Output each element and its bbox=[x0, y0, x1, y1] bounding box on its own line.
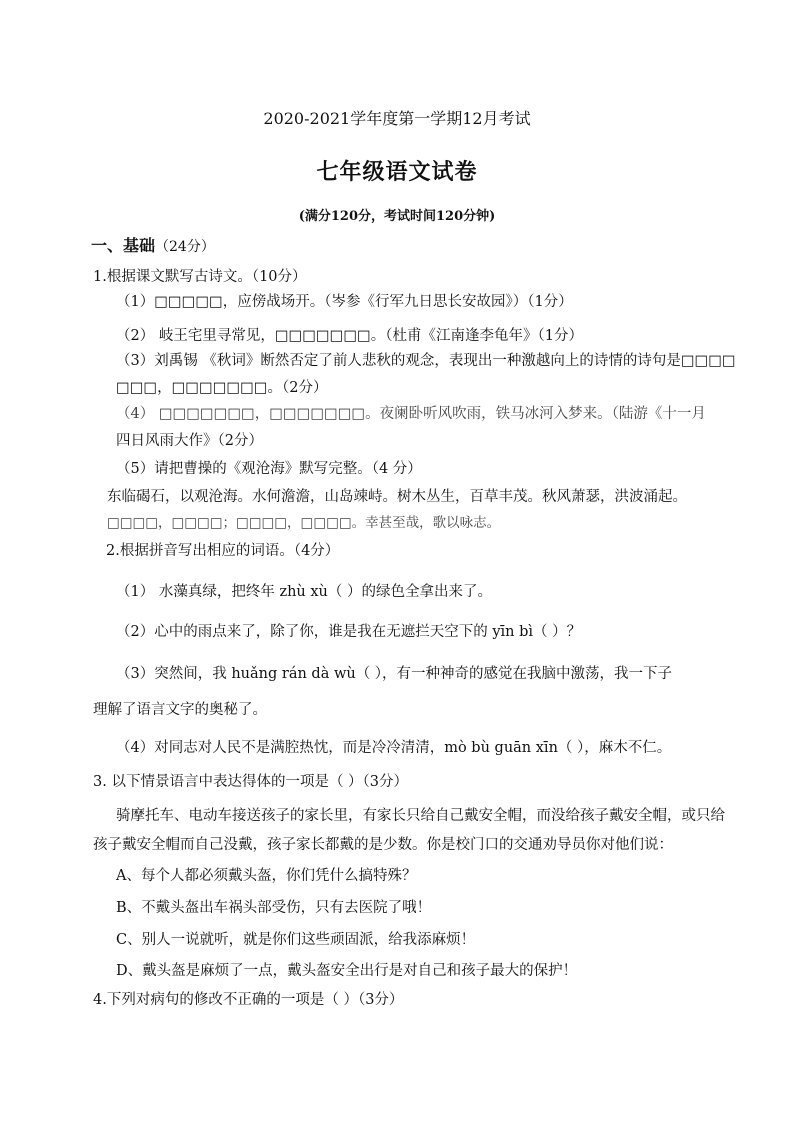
paper-title: 七年级语文试卷 bbox=[316, 159, 478, 185]
question-2-stem: 2.根据拼音写出相应的词语。（4分） bbox=[106, 543, 340, 559]
q2-item-2: （2）心中的雨点来了，除了你，谁是我在无遮拦天空下的 yīn bì（ ）？ bbox=[116, 624, 582, 640]
q1-item-1: （1）□□□□□，应傍战场开。（岑参《行军九日思长安故园》）（1分） bbox=[116, 294, 573, 310]
question-4-stem: 4.下列对病句的修改不正确的一项是（ ）（3分） bbox=[93, 992, 404, 1008]
q2-item-3-line-2: 理解了语言文字的奥秘了。 bbox=[93, 702, 267, 718]
question-1-stem: 1.根据课文默写古诗文。（10分） bbox=[93, 269, 307, 285]
exam-session-line: 2020-2021学年度第一学期12月考试 bbox=[263, 109, 531, 128]
q3-option-a: A、每个人都必须戴头盔，你们凭什么搞特殊？ bbox=[116, 868, 417, 884]
section-heading bbox=[91, 236, 215, 257]
q1-item-3-line-1: （3）刘禹锡 《秋词》断然否定了前人悲秋的观念，表现出一种激越向上的诗情的诗句是□□□□ bbox=[116, 353, 736, 369]
q1-item-4-line-1: （4） □□□□□□□，□□□□□□□。夜阑卧听风吹雨，铁马冰河入梦来。（陆游《十一月 bbox=[116, 406, 706, 422]
q3-option-b: B、不戴头盔出车祸头部受伤，只有去医院了哦！ bbox=[116, 900, 432, 916]
section-points: （24分） bbox=[155, 239, 215, 255]
q2-item-3-line-1: （3）突然间，我 huǎng rán dà wù（ ），有一种神奇的感觉在我脑中激荡，我一下子 bbox=[116, 666, 673, 682]
q2-item-1: （1） 水藻真绿，把终年 zhù xù（ ）的绿色全拿出来了。 bbox=[116, 584, 492, 600]
q1-item-3-line-2: □□□，□□□□□□□。（2分） bbox=[116, 380, 328, 396]
q1-item-5-stem: （5）请把曹操的《观沧海》默写完整。（4 分） bbox=[116, 461, 422, 477]
question-3-stem: 3. 以下情景语言中表达得体的一项是（ ）（3分） bbox=[93, 774, 409, 790]
q1-item-5-poem-line-1: 东临碣石，以观沧海。水何澹澹，山岛竦峙。树木丛生，百草丰茂。秋风萧瑟，洪波涌起。 bbox=[107, 489, 687, 505]
q3-scenario-line-2: 孩子戴安全帽而自己没戴，孩子家长都戴的是少数。你是校门口的交通劝导员你对他们说： bbox=[93, 837, 673, 853]
score-time-note: (满分120分，考试时间120分钟) bbox=[298, 209, 496, 224]
q3-option-c: C、别人一说就听，就是你们这些顽固派，给我添麻烦！ bbox=[116, 932, 476, 948]
q1-item-2: （2） 岐王宅里寻常见，□□□□□□□。（杜甫《江南逢李龟年》（1分） bbox=[116, 328, 583, 344]
q3-scenario-line-1: 骑摩托车、电动车接送孩子的家长里，有家长只给自己戴安全帽，而没给孩子戴安全帽，或只给 bbox=[116, 808, 725, 824]
q2-item-4: （4）对同志对人民不是满腔热忱，而是冷冷清清，mò bù guān xīn（ ），麻木不仁。 bbox=[116, 740, 672, 756]
q1-item-4-line-2: 四日风雨大作》（2分） bbox=[116, 433, 263, 449]
q3-option-d: D、戴头盔是麻烦了一点，戴头盔安全出行是对自己和孩子最大的保护！ bbox=[116, 963, 578, 979]
q1-item-5-poem-line-2: □□□□，□□□□；□□□□，□□□□。幸甚至哉，歌以咏志。 bbox=[107, 515, 501, 531]
section-title: 一、基础 bbox=[91, 236, 156, 255]
